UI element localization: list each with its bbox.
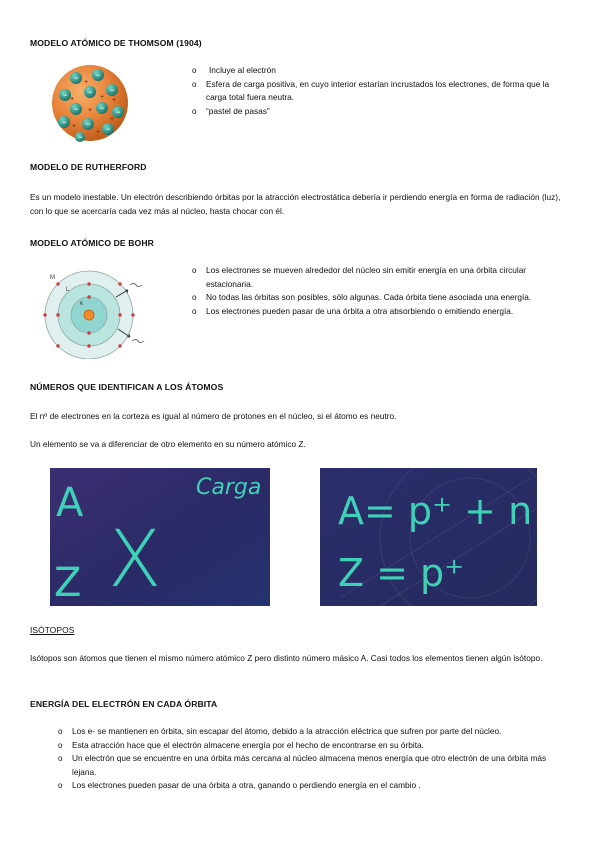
svg-text:−: − bbox=[105, 126, 111, 134]
list-item: o Los electrones pueden pasar de una órbita a otra, ganando o perdiendo energía en el cambio . bbox=[58, 780, 421, 790]
thomson-model-figure bbox=[50, 62, 130, 144]
list-item: o Incluye al electrón bbox=[192, 65, 276, 75]
svg-text:−: − bbox=[77, 134, 83, 142]
label-a: A bbox=[56, 480, 84, 526]
formula-a: A= p⁺ + n bbox=[338, 489, 533, 533]
bohr-model-figure bbox=[40, 263, 148, 359]
chalkboard-right bbox=[320, 468, 537, 606]
isotopes-heading: ISÓTOPOS bbox=[30, 625, 75, 635]
list-item: o Esfera de carga positiva, en cuyo interior estarían incrustados los electrones, de forma que la carga total fuera neutra. bbox=[192, 78, 550, 102]
svg-text:+: + bbox=[111, 97, 117, 104]
energy-list bbox=[58, 725, 558, 793]
chalkboard-left bbox=[50, 468, 270, 606]
list-item: o Un electrón que se encuentre en una órbita más cercana al núcleo almacena menos energía que otro electrón de una órbita más lejana. bbox=[58, 753, 547, 777]
svg-text:+: + bbox=[69, 96, 75, 103]
svg-text:+: + bbox=[87, 107, 93, 114]
svg-text:L: L bbox=[66, 287, 70, 293]
svg-text:−: − bbox=[99, 105, 105, 113]
numbers-paragraph-1: El nº de electrones en la corteza es igual al número de protones en el núcleo, si el átomo es neutro. bbox=[30, 411, 397, 421]
svg-text:−: − bbox=[95, 72, 101, 80]
label-x: X bbox=[108, 515, 162, 605]
svg-text:+: + bbox=[99, 94, 105, 101]
svg-text:−: − bbox=[61, 119, 67, 127]
thomson-list bbox=[192, 64, 572, 118]
label-carga: Carga bbox=[196, 475, 262, 500]
bohr-heading: MODELO ATÓMICO DE BOHR bbox=[30, 238, 154, 248]
numbers-paragraph-2: Un elemento se va a diferenciar de otro elemento en su número atómico Z. bbox=[30, 439, 306, 449]
svg-text:−: − bbox=[115, 109, 121, 117]
svg-text:+: + bbox=[95, 129, 101, 136]
bohr-list bbox=[192, 264, 572, 318]
list-item: o Los e- se mantienen en órbita, sin escapar del átomo, debido a la atracción eléctrica que sufren por parte del núcleo. bbox=[58, 726, 502, 736]
svg-text:−: − bbox=[87, 89, 93, 97]
list-item: o Esta atracción hace que el electrón almacene energía por el hecho de encontrarse en su órbita. bbox=[58, 739, 424, 750]
rutherford-heading: MODELO DE RUTHERFORD bbox=[30, 162, 147, 172]
svg-text:−: − bbox=[85, 121, 91, 129]
svg-text:+: + bbox=[71, 123, 77, 130]
list-item: o “pastel de pasas” bbox=[192, 105, 270, 116]
thomson-heading: MODELO ATÓMICO DE THOMSOM (1904) bbox=[30, 38, 202, 48]
list-item: o Los electrones pueden pasar de una órbita a otra absorbiendo o emitiendo energía. bbox=[192, 305, 514, 316]
numbers-heading: NÚMEROS QUE IDENTIFICAN A LOS ÁTOMOS bbox=[30, 382, 224, 392]
label-z: Z bbox=[54, 560, 82, 606]
svg-text:+: + bbox=[109, 116, 115, 123]
svg-text:−: − bbox=[62, 92, 68, 100]
svg-text:M: M bbox=[50, 275, 55, 281]
svg-text:K: K bbox=[80, 301, 84, 307]
nucleus bbox=[84, 310, 94, 320]
rutherford-paragraph: Es un modelo inestable. Un electrón describiendo órbitas por la atracción electrostática debería ir perdiendo energía en forma de radiación (luz), con lo que se acercaría cada vez más al núcleo, hasta chocar con él. bbox=[30, 192, 561, 216]
isotopes-paragraph: Isótopos son átomos que tienen el mismo número atómico Z pero distinto número másico A. Casi todos los elementos tienen algún isótopo. bbox=[30, 653, 543, 663]
formula-z: Z = p⁺ bbox=[338, 551, 465, 595]
svg-text:−: − bbox=[73, 106, 79, 114]
svg-text:−: − bbox=[73, 75, 79, 83]
list-item: o No todas las órbitas son posibles, sólo algunas. Cada órbita tiene asociada una energía. bbox=[192, 292, 532, 302]
svg-text:+: + bbox=[83, 79, 89, 86]
list-item: o Los electrones se mueven alrededor del núcleo sin emitir energía en una órbita circular estacionaria. bbox=[192, 265, 527, 289]
energy-heading: ENERGÍA DEL ELECTRÓN EN CADA ÓRBITA bbox=[30, 699, 218, 709]
svg-text:−: − bbox=[109, 87, 115, 95]
